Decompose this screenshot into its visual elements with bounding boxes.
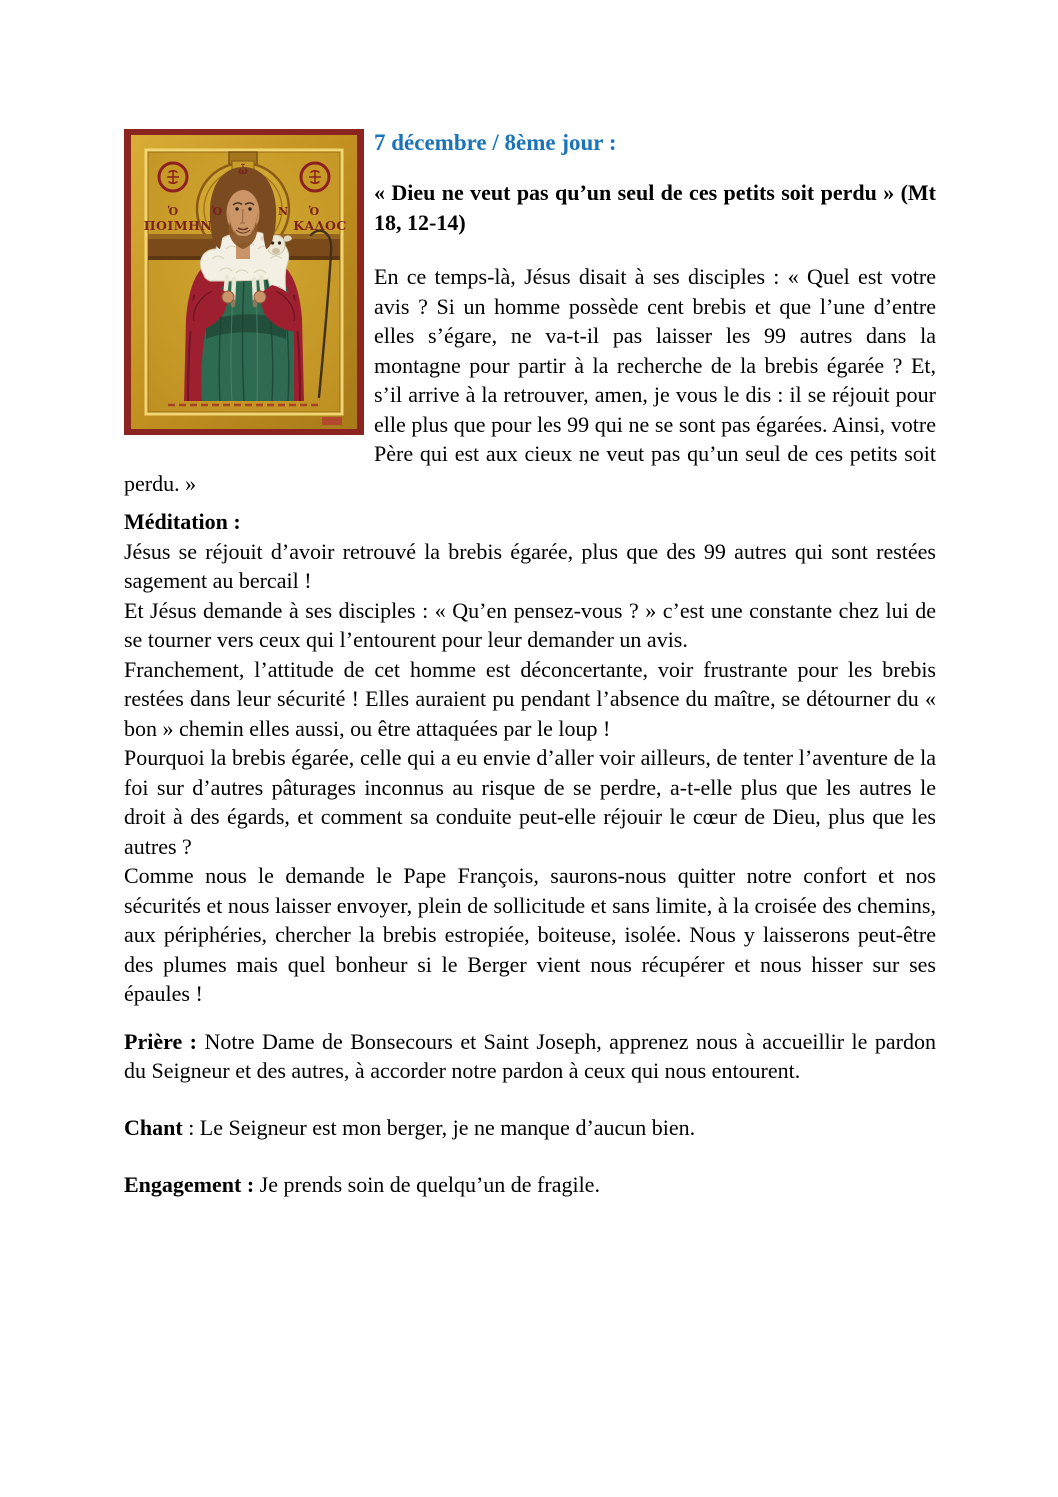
meditation-paragraph: Franchement, l’attitude de cet homme est déconcertante, voir frustrante pour les brebis restées dans leur sécurité ! Elles auraient pu pendant l’absence du maître, se détourner du « bon » chemin elles aussi, ou être attaquées par le loup ! [124, 656, 936, 741]
date-heading: 7 décembre / 8ème jour : [374, 130, 617, 155]
chant-label: Chant [124, 1114, 183, 1140]
icon-halo-top-letter: ὦ [238, 166, 248, 177]
good-shepherd-icon [124, 129, 364, 435]
icon-caption-kalos: ΚΑΛΟϹ [293, 218, 347, 233]
meditation-paragraph: Et Jésus demande à ses disciples : « Qu’en pensez-vous ? » c’est une constante chez lui de se tourner vers ceux qui l’entourent pour leur demander un avis. [124, 597, 936, 652]
priere-label: Prière : [124, 1028, 197, 1054]
icon-caption-poimen: ΠΟΙΜΗΝ [143, 218, 213, 233]
meditation-paragraph: Pourquoi la brebis égarée, celle qui a eu envie d’aller voir ailleurs, de tenter l’aventure de la foi sur d’autres pâturages inconnus au risque de se perdre, a-t-elle plus que les autres le droit à des égards, et comment sa conduite peut-elle réjouir le cœur de Dieu, plus que les autres ? [124, 745, 936, 859]
meditation-paragraph: Comme nous le demande le Pape François, saurons-nous quitter notre confort et nos sécurités et nous laisser envoyer, plein de sollicitude et sans limite, à la croisée des chemins, aux périphéries, chercher la brebis estropiée, boiteuse, isolée. Nous y laisserons peut-être des plumes mais quel bonheur si le Berger vient nous récupérer et nous hisser sur ses épaules ! [124, 863, 936, 1006]
engagement-paragraph [124, 1170, 936, 1200]
scripture-quote-title: « Dieu ne veut pas qu’un seul de ces petits soit perdu » (Mt 18, 12-14) [374, 180, 936, 235]
engagement-text: Je prends soin de quelqu’un de fragile. [254, 1172, 600, 1197]
meditation-paragraph: Jésus se réjouit d’avoir retrouvé la brebis égarée, plus que des 99 autres qui sont restées sagement au bercail ! [124, 538, 936, 593]
icon-small-right-letter: Ὁ [308, 205, 320, 218]
icon-corner-stamp [322, 417, 342, 425]
icon-small-left-letter: Ὁ [167, 205, 179, 218]
engagement-label: Engagement : [124, 1172, 255, 1197]
icon-halo-left-letter: Ὁ [211, 205, 223, 218]
priere-text: Notre Dame de Bonsecours et Saint Joseph, apprenez nous à accueillir le pardon du Seigneur et des autres, à accorder notre pardon à ceux qui nous entourent. [124, 1028, 936, 1083]
good-shepherd-icon-image [124, 129, 364, 435]
chant-paragraph [124, 1113, 936, 1143]
priere-paragraph [124, 1027, 936, 1086]
gospel-text: En ce temps-là, Jésus disait à ses disciples : « Quel est votre avis ? Si un homme possède cent brebis et que l’une d’entre elles s’égare, ne va-t-il pas laisser les 99 autres dans la montagne pour partir à la recherche de la brebis égarée ? Et, s’il arrive à la retrouver, amen, je vous le dis : il se réjouit pour elle plus que pour les 99 qui ne se sont pas égarées. Ainsi, votre Père qui est aux cieux ne veut pas qu’un seul de ces petits soit perdu. » [124, 264, 936, 496]
chant-text: : Le Seigneur est mon berger, je ne manque d’aucun bien. [182, 1114, 696, 1140]
meditation-heading: Méditation : [124, 509, 241, 534]
icon-halo-right-letter: Ν [277, 205, 289, 218]
